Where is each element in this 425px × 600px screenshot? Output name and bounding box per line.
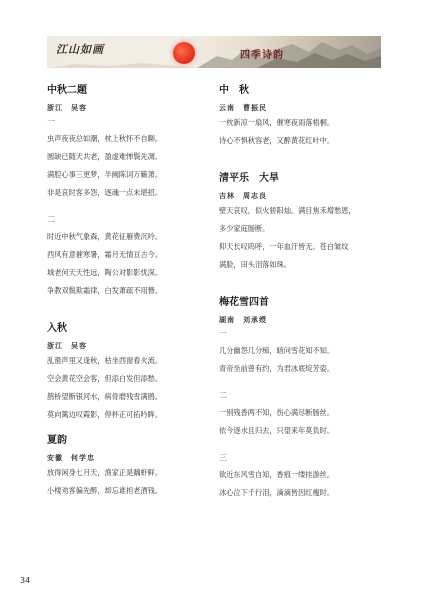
poem-line: 莫向篱边叹霞影，停杯正可拓吟眸。 <box>47 410 163 419</box>
poem-title: 梅花雪四首 <box>219 297 269 308</box>
poem-line: 鹊桥望断银河水，病骨磨残雪满鸥。 <box>47 392 163 401</box>
poem-line: 乱蛩声里又逢秋，枯坐西窗看火流。 <box>47 356 163 365</box>
poem-title: 入秋 <box>47 323 67 334</box>
poem-author: 湖南 刘承绶 <box>219 315 267 324</box>
poem-line: 壁天哀叹，似火骄阳灿。满目焦禾增愁恩， <box>219 206 356 215</box>
poem-title: 夏韵 <box>47 435 67 446</box>
poem-line: 仰天长叹呜呼，一年血汗皆无。苍白皱纹 <box>219 242 349 251</box>
poem-line: 依今逐水且归去，只望来年莫负时。 <box>219 426 335 435</box>
poem-line: 小楼劝客偏先醉，却忘谁担老酒钱。 <box>47 486 163 495</box>
poem-author: 云南 曹振民 <box>219 103 267 112</box>
poem-line: 诗心不惧秋容老，又醉黄花红叶中。 <box>219 136 335 145</box>
poem-title: 中秋二题 <box>47 85 87 96</box>
right-column <box>219 84 387 502</box>
poem-line: 欲近东风雪自知，香痕一缕挂游丝。 <box>219 470 335 479</box>
poem <box>47 84 207 300</box>
poem-line: 空会黄花空会客，但添白发但添愁。 <box>47 374 163 383</box>
poem-line: 一枕新凉一扇风，催寒夜雨落梧桐。 <box>219 118 335 127</box>
poem-line: 争教双鬓欺霜律，白发萧疏不用簪。 <box>47 286 163 295</box>
poem-line: 青帝坐前曾有约，为君冰底绽芳姿。 <box>219 364 335 373</box>
stanza-number: 二 <box>219 391 227 400</box>
poem-line: 西风有意催寒暑，霜月无情亘古今。 <box>47 250 163 259</box>
page-number: 34 <box>20 576 31 585</box>
poem-line: 虫声夜夜总如潮，枕上秋怀不自聊。 <box>47 134 163 143</box>
poem-title: 中 秋 <box>219 85 249 96</box>
stanza-number: 三 <box>219 453 227 462</box>
poem-author: 浙江 吴容 <box>47 341 87 350</box>
stanza-number: 一 <box>47 117 55 126</box>
poem-author: 浙江 吴容 <box>47 103 87 112</box>
poem <box>47 322 207 424</box>
stanza-number: 一 <box>219 329 227 338</box>
poem-line: 圆缺已随天共老，盈虚难惮鬓先凋。 <box>47 152 163 161</box>
poem-line: 非是哀时客多怨，逐魂一点未堪招。 <box>47 188 163 197</box>
red-sun-icon <box>173 42 195 64</box>
poem-line: 放得闲身七月天，渔家正是藕虾鲜。 <box>47 468 163 477</box>
stanza-number: 二 <box>47 215 55 224</box>
poem-author: 安徽 何学忠 <box>47 453 95 462</box>
banner-brand: 江山如画 <box>56 43 104 56</box>
header-banner <box>47 36 381 68</box>
poem-line: 一别残香两不知，伤心满尽断肠丝。 <box>219 408 335 417</box>
poem <box>219 172 387 274</box>
poem <box>219 296 387 502</box>
poem-line: 满腔心事三更梦，半阙陈词万籁萧。 <box>47 170 163 179</box>
poem-line: 满脸，田头泪落如珠。 <box>219 260 291 269</box>
poem <box>219 84 387 150</box>
poem-author: 吉林 周志良 <box>219 191 267 200</box>
poem-line: 几分幽怨几分痴，暗问雪花知不知。 <box>219 346 335 355</box>
poem-line: 冰心泣下千行泪，滴滴皆因红瘦时。 <box>219 488 335 497</box>
poem <box>47 434 207 500</box>
banner-section-title: 四季诗韵 <box>240 50 284 61</box>
poem-line: 城老何天天性远，陶公对影影忧深。 <box>47 268 163 277</box>
poem-line: 时近中秋气象森，黄花征雁费沉吟。 <box>47 232 163 241</box>
left-column <box>47 84 207 500</box>
poem-title: 清平乐 大旱 <box>219 173 279 184</box>
poem-line: 多少家庭肠断。 <box>219 224 270 233</box>
